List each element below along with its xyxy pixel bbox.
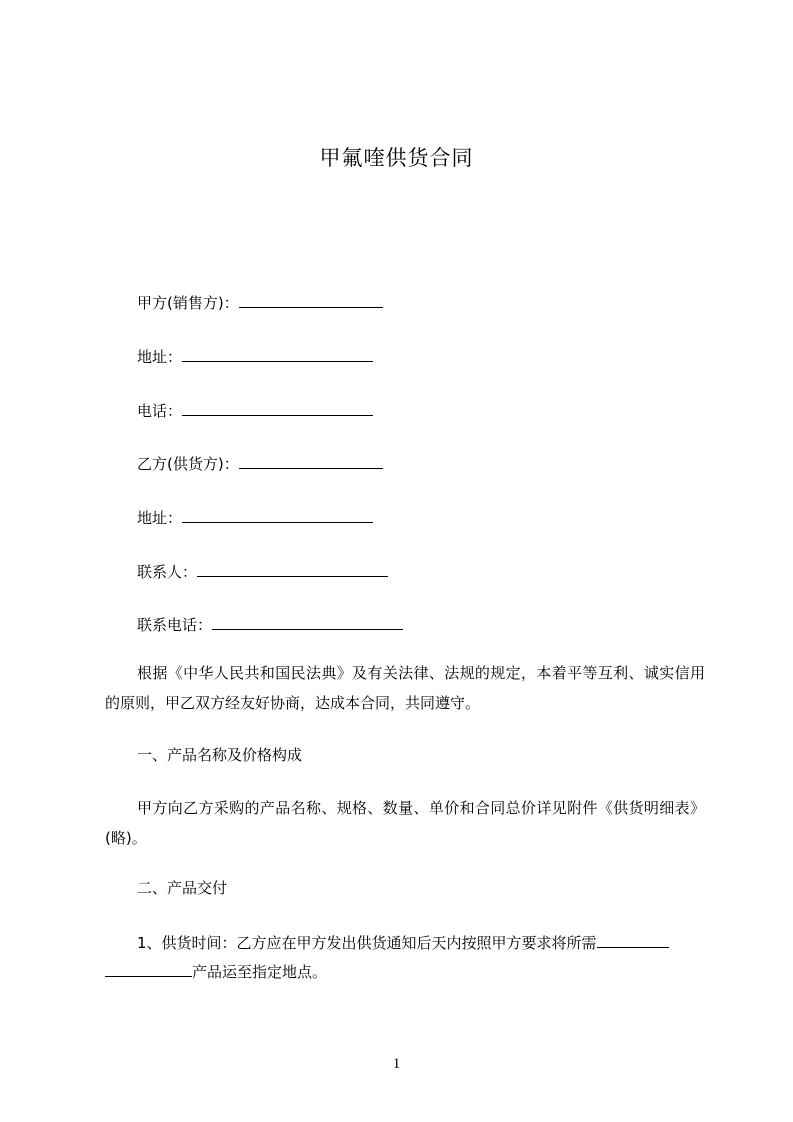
party-b-contact-line: [137, 561, 388, 582]
party-b-contact-phone-line: [137, 614, 403, 635]
section-1-body: 甲方向乙方采购的产品名称、规格、数量、单价和合同总价详见附件《供货明细表》(略)。: [105, 799, 705, 847]
section-2-item-1-line-1: [137, 932, 669, 953]
section-2-item-1-line-2: [105, 961, 327, 982]
party-a-address-blank: [182, 346, 373, 362]
party-a-address-line: [137, 346, 373, 367]
party-a-phone-label: 电话：: [137, 402, 183, 420]
section-2-heading: 二、产品交付: [137, 879, 228, 897]
party-a-label: 甲方(销售方)：: [137, 294, 239, 312]
section-2-item-1-blank-2: [105, 961, 192, 977]
party-a-line: [137, 292, 383, 313]
party-b-address-label: 地址：: [137, 509, 183, 527]
party-b-contact-phone-label: 联系电话：: [137, 616, 213, 634]
party-a-address-label: 地址：: [137, 348, 183, 366]
section-2-item-1-blank-1: [597, 932, 669, 948]
section-1-heading: 一、产品名称及价格构成: [137, 746, 303, 764]
document-title: 甲氟喹供货合同: [319, 146, 474, 170]
party-b-address-blank: [182, 507, 373, 523]
section-2-item-1-continuation: 产品运至指定地点。: [192, 963, 328, 981]
section-2-item-1-text: 1、供货时间：乙方应在甲方发出供货通知后天内按照甲方要求将所需: [137, 934, 597, 952]
party-a-phone-line: [137, 400, 373, 421]
party-b-contact-blank: [197, 561, 388, 577]
party-b-contact-label: 联系人：: [137, 563, 198, 581]
party-a-phone-blank: [182, 400, 373, 416]
party-b-line: [137, 453, 383, 474]
party-b-contact-phone-blank: [212, 614, 403, 630]
party-b-blank: [239, 453, 383, 469]
party-a-blank: [239, 292, 383, 308]
party-b-label: 乙方(供货方)：: [137, 455, 239, 473]
preamble-paragraph: 根据《中华人民共和国民法典》及有关法律、法规的规定，本着平等互利、诚实信用的原则，甲乙双方经友好协商，达成本合同，共同遵守。: [105, 664, 705, 712]
page-number: 1: [392, 1056, 401, 1072]
party-b-address-line: [137, 507, 373, 528]
